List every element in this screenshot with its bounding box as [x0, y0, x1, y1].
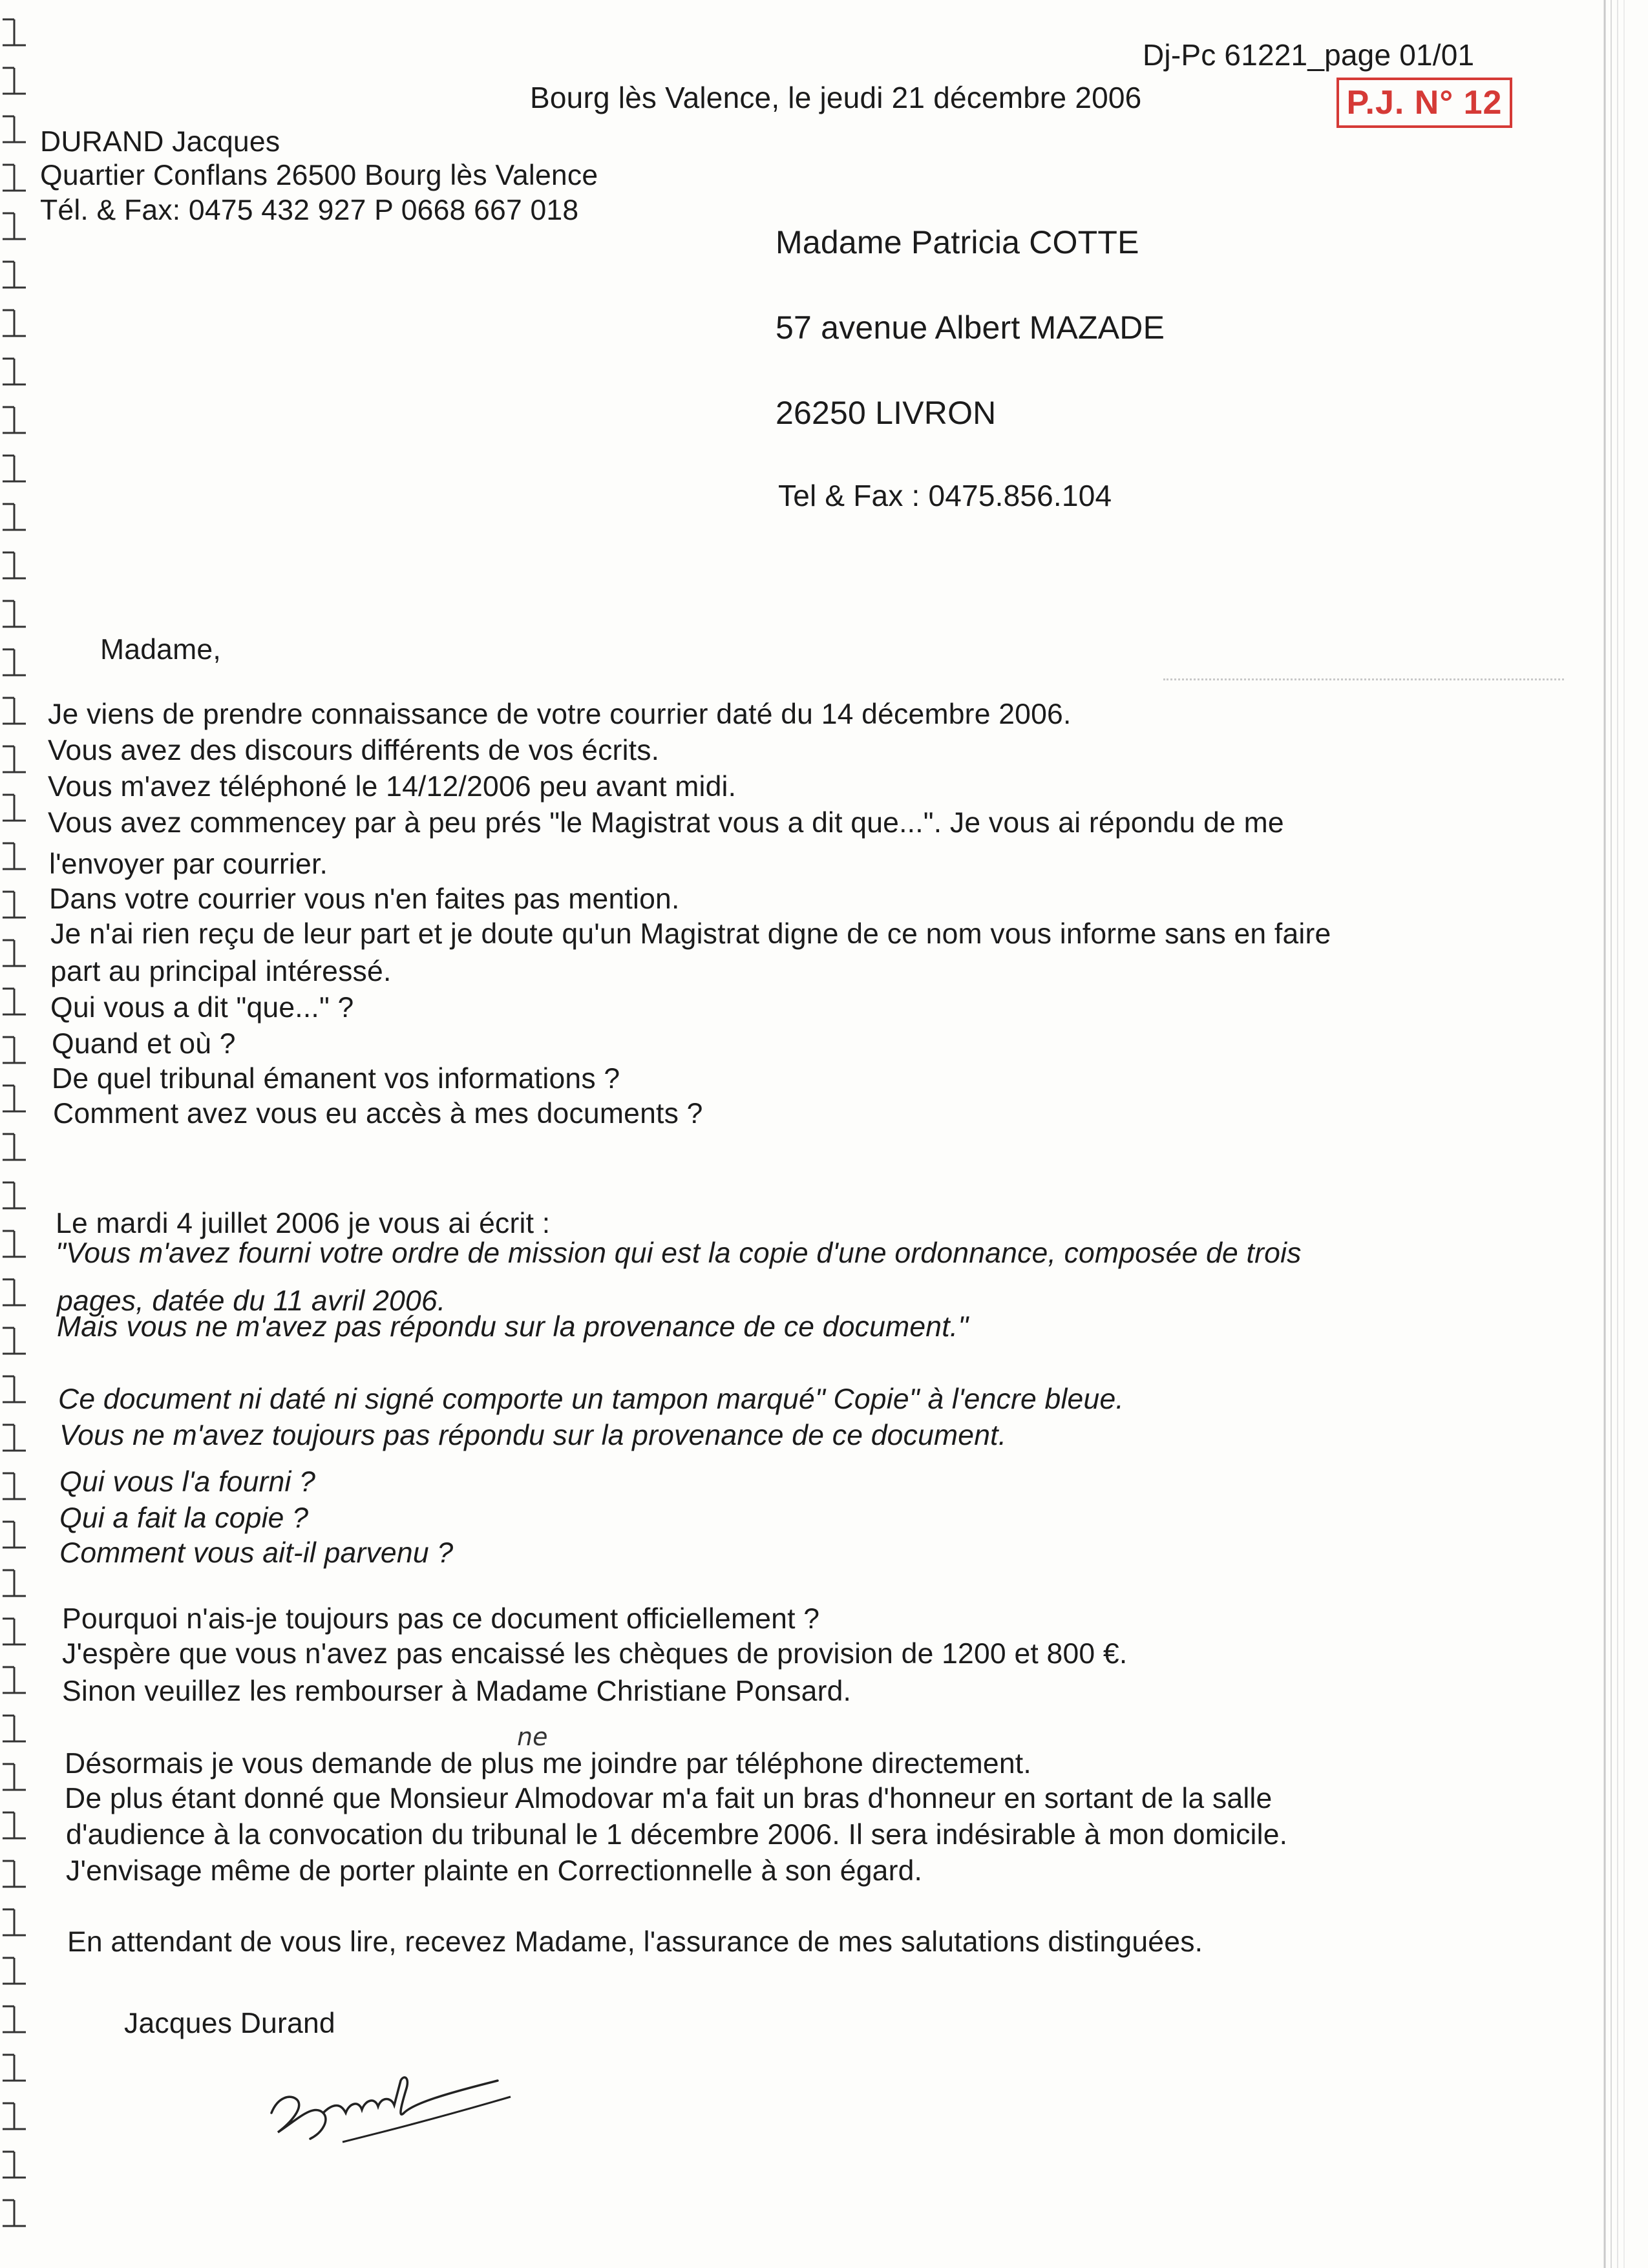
- binder-hole: [3, 989, 26, 1014]
- body-line: Dans votre courrier vous n'en faites pas mention.: [49, 883, 680, 915]
- binder-hole: [3, 1812, 26, 1838]
- body-line: De plus étant donné que Monsieur Almodovar m'a fait un bras d'honneur en sortant de la salle: [65, 1783, 1273, 1814]
- binder-hole: [3, 1376, 26, 1402]
- signature-mark: [252, 2035, 523, 2158]
- binder-hole: [3, 1182, 26, 1208]
- body-line: Vous avez des discours différents de vos écrits.: [48, 735, 660, 766]
- binder-hole: [3, 407, 26, 433]
- binder-hole: [3, 795, 26, 821]
- binder-hole: [3, 165, 26, 191]
- binder-hole: [3, 1909, 26, 1935]
- signature-name: Jacques Durand: [124, 2008, 335, 2039]
- binder-hole: [3, 310, 26, 336]
- binder-hole: [3, 116, 26, 142]
- document-reference: Dj-Pc 61221_page 01/01: [1143, 38, 1475, 72]
- italic-line: Ce document ni daté ni signé comporte un tampon marqué" Copie" à l'encre bleue.: [58, 1383, 1124, 1415]
- binder-hole: [3, 2055, 26, 2081]
- binder-hole: [3, 1570, 26, 1596]
- binder-hole: [3, 843, 26, 869]
- binder-hole: [3, 2103, 26, 2129]
- body-line: De quel tribunal émanent vos informations ?: [52, 1063, 620, 1095]
- body-line: d'audience à la convocation du tribunal le 1 décembre 2006. Il sera indésirable à mon domicile.: [66, 1819, 1288, 1851]
- sender-phone: Tél. & Fax: 0475 432 927 P 0668 667 018: [40, 194, 579, 226]
- binder-hole: [3, 213, 26, 239]
- italic-line: Qui vous l'a fourni ?: [59, 1466, 316, 1498]
- salutation: Madame,: [100, 634, 221, 666]
- body-line: Pourquoi n'ais-je toujours pas ce document officiellement ?: [62, 1603, 820, 1635]
- body-line: l'envoyer par courrier.: [49, 848, 328, 880]
- binder-hole: [3, 1619, 26, 1644]
- binder-hole: [3, 1764, 26, 1790]
- binder-hole: [3, 698, 26, 724]
- body-line: Vous m'avez téléphoné le 14/12/2006 peu avant midi.: [48, 771, 737, 803]
- sender-address: Quartier Conflans 26500 Bourg lès Valence: [40, 160, 598, 191]
- quote-line: "Vous m'avez fourni votre ordre de mission qui est la copie d'une ordonnance, composée de trois: [56, 1237, 1302, 1269]
- binder-hole: [3, 1279, 26, 1305]
- binder-hole: [3, 504, 26, 530]
- quote-line: Mais vous ne m'avez pas répondu sur la provenance de ce document.": [57, 1311, 969, 1343]
- recipient-name: Madame Patricia COTTE: [776, 224, 1139, 260]
- binder-hole: [3, 1086, 26, 1111]
- body-line: Vous avez commencey par à peu prés "le Magistrat vous a dit que...". Je vous ai répondu de me: [48, 807, 1284, 839]
- body-line: Je n'ai rien reçu de leur part et je doute qu'un Magistrat digne de ce nom vous informe sans en faire: [50, 918, 1331, 950]
- body-line: Désormais je vous demande de plus me joindre par téléphone directement.: [65, 1748, 1031, 1780]
- binder-hole: [3, 456, 26, 481]
- binder-hole: [3, 2200, 26, 2226]
- binder-hole: [3, 552, 26, 578]
- binder-hole: [3, 1667, 26, 1693]
- italic-line: Vous ne m'avez toujours pas répondu sur la provenance de ce document.: [59, 1420, 1007, 1451]
- italic-line: Comment vous ait-il parvenu ?: [59, 1537, 454, 1569]
- recipient-street: 57 avenue Albert MAZADE: [776, 310, 1165, 346]
- handwritten-insert: ne: [517, 1723, 548, 1751]
- binder-hole: [3, 68, 26, 94]
- binder-hole: [3, 19, 26, 45]
- binder-hole: [3, 1037, 26, 1063]
- binder-hole: [3, 359, 26, 384]
- body-line: J'envisage même de porter plainte en Correctionnelle à son égard.: [66, 1855, 923, 1887]
- binder-hole: [3, 2152, 26, 2178]
- binder-hole: [3, 1473, 26, 1499]
- binder-hole: [3, 1716, 26, 1741]
- body-line: Sinon veuillez les rembourser à Madame Christiane Ponsard.: [62, 1675, 852, 1707]
- binder-hole: [3, 1134, 26, 1160]
- binder-hole: [3, 746, 26, 772]
- binder-hole: [3, 1328, 26, 1354]
- quote-line: pages, datée du 11 avril 2006.: [57, 1285, 446, 1317]
- body-line: Comment avez vous eu accès à mes documents ?: [53, 1098, 703, 1129]
- binder-hole: [3, 1231, 26, 1257]
- binder-holes-icon: [0, 0, 39, 2268]
- exhibit-stamp: P.J. N° 12: [1336, 78, 1512, 128]
- place-and-date: Bourg lès Valence, le jeudi 21 décembre 2006: [530, 81, 1142, 114]
- body-line: J'espère que vous n'avez pas encaissé les chèques de provision de 1200 et 800 €.: [62, 1638, 1128, 1670]
- sender-name: DURAND Jacques: [40, 126, 280, 158]
- body-line: Je viens de prendre connaissance de votre courrier daté du 14 décembre 2006.: [48, 698, 1072, 730]
- recipient-city: 26250 LIVRON: [776, 395, 997, 431]
- body-line: part au principal intéressé.: [50, 956, 392, 987]
- body-line: Quand et où ?: [52, 1028, 236, 1060]
- binder-hole: [3, 1861, 26, 1887]
- binder-hole: [3, 1425, 26, 1451]
- page-edge-lines: [1600, 0, 1638, 2268]
- recipient-phone: Tel & Fax : 0475.856.104: [778, 479, 1112, 512]
- closing-line: En attendant de vous lire, recevez Madame, l'assurance de mes salutations distinguées.: [67, 1926, 1203, 1958]
- italic-line: Qui a fait la copie ?: [59, 1502, 309, 1534]
- binder-hole: [3, 940, 26, 966]
- binder-hole: [3, 262, 26, 288]
- dotted-line: [1163, 678, 1564, 687]
- body-line: Qui vous a dit "que..." ?: [50, 992, 354, 1024]
- body-line: Le mardi 4 juillet 2006 je vous ai écrit :: [56, 1208, 551, 1239]
- binder-hole: [3, 892, 26, 918]
- binder-hole: [3, 2006, 26, 2032]
- binder-hole: [3, 1522, 26, 1548]
- binder-hole: [3, 601, 26, 627]
- binder-hole: [3, 649, 26, 675]
- binder-hole: [3, 1958, 26, 1984]
